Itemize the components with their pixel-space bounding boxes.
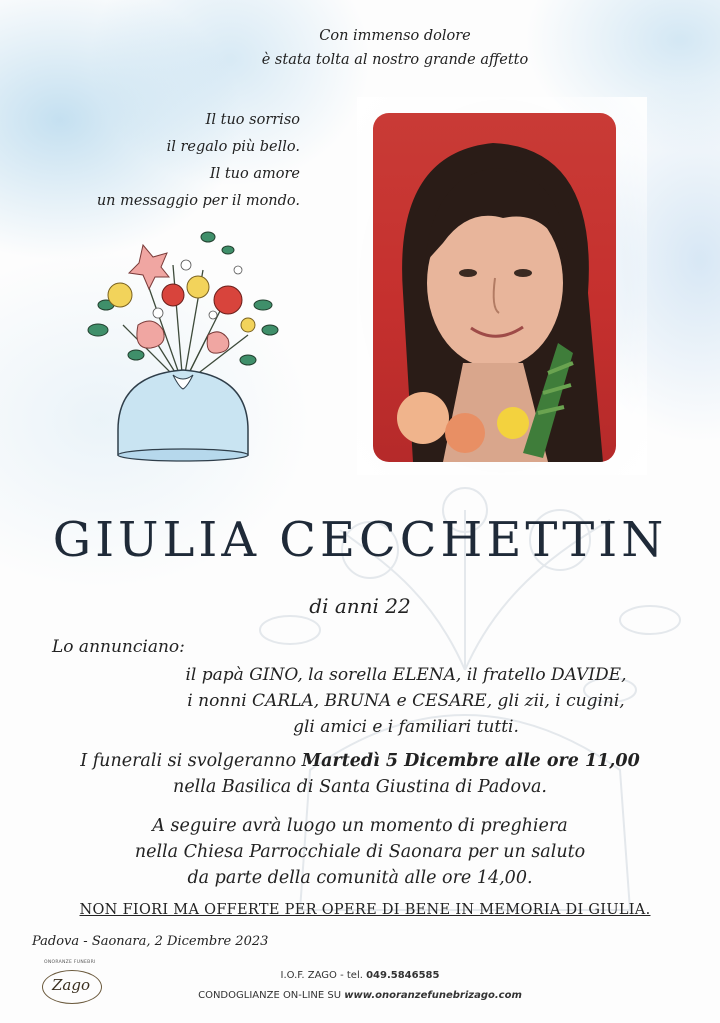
portrait-photo <box>373 113 616 462</box>
condolences-label: CONDOGLIANZE ON-LINE SU <box>198 990 345 1001</box>
agency-contact <box>0 970 720 981</box>
family-line: gli amici e i familiari tutti. <box>293 717 519 737</box>
funeral-datetime-line <box>0 748 720 774</box>
agency-name: I.O.F. ZAGO - tel. <box>280 970 367 981</box>
poem-line: Il tuo amore <box>209 166 300 182</box>
header-line-1: Con immenso dolore <box>319 28 471 44</box>
funeral-place: nella Basilica di Santa Giustina di Padova. <box>173 777 547 797</box>
agency-phone[interactable]: 049.5846585 <box>366 970 440 981</box>
announcement-family <box>126 662 686 740</box>
poem-line: il regalo più bello. <box>166 139 300 155</box>
prayer-line: nella Chiesa Parrocchiale di Saonara per un saluto <box>134 842 586 862</box>
poem-line: Il tuo sorriso <box>205 112 300 128</box>
prayer-info <box>0 813 720 891</box>
condolences-line <box>0 990 720 1001</box>
deceased-name: GIULIA CECCHETTIN <box>52 512 668 568</box>
announcement-intro: Lo annunciano: <box>52 637 185 657</box>
funeral-info <box>0 748 720 800</box>
prayer-line: A seguire avrà luogo un momento di preghiera <box>152 816 568 836</box>
poem-line: un messaggio per il mondo. <box>96 193 300 209</box>
footer-date-place: Padova - Saonara, 2 Dicembre 2023 <box>32 934 269 949</box>
poem <box>60 107 300 215</box>
prayer-line: da parte della comunità alle ore 14,00. <box>187 868 533 888</box>
family-line: i nonni CARLA, BRUNA e CESARE, gli zii, i cugini, <box>187 691 625 711</box>
family-line: il papà GINO, la sorella ELENA, il fratello DAVIDE, <box>185 665 627 685</box>
logo-text: Zago <box>52 976 90 994</box>
portrait-photo-frame <box>357 97 647 475</box>
deceased-age: di anni 22 <box>309 594 411 618</box>
header-line-2: è stata tolta al nostro grande affetto <box>261 52 529 68</box>
funeral-prefix: I funerali si svolgeranno <box>80 751 302 771</box>
flower-vase-illustration <box>78 225 288 465</box>
no-flowers-notice: NON FIORI MA OFFERTE PER OPERE DI BENE IN MEMORIA DI GIULIA. <box>79 902 651 918</box>
website-link[interactable]: www.onoranzefunebrizago.com <box>344 990 522 1001</box>
funeral-datetime: Martedì 5 Dicembre alle ore 11,00 <box>301 751 640 771</box>
logo-caption: ONORANZE FUNEBRI <box>44 960 96 965</box>
portrait-illustration <box>373 113 616 462</box>
